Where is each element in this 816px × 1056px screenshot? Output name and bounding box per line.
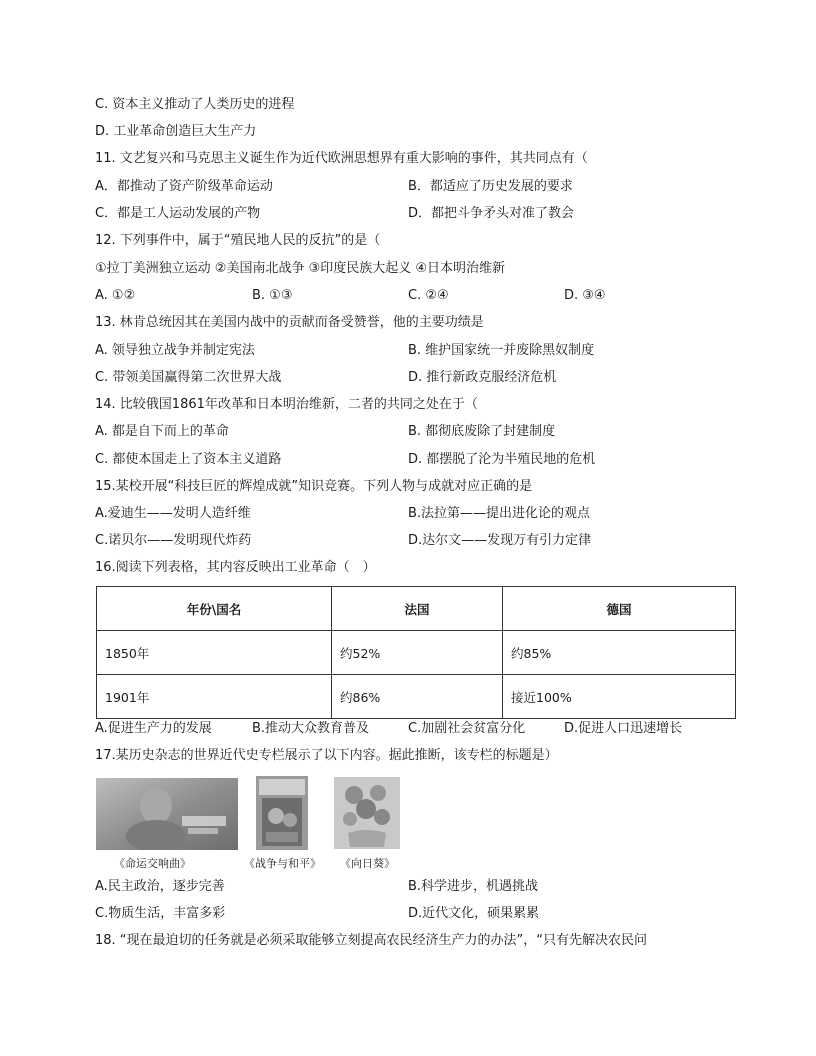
q17-option-a: A.民主政治，逐步完善 [95,879,225,894]
q16-option-c: C.加剧社会贫富分化 [408,721,526,736]
table-row [97,631,736,675]
q11-option-a: A．都推动了资产阶级革命运动 [95,179,273,194]
q17-option-d: D.近代文化，硕果累累 [408,906,540,921]
q13-stem: 13. 林肯总统因其在美国内战中的贡献而备受赞誉，他的主要功绩是 [95,315,484,330]
symphony-caption: 《命运交响曲》 [114,857,191,870]
q11-option-b: B．都适应了历史发展的要求 [408,179,573,194]
q17-images [96,775,426,875]
table-cell: 接近100% [503,675,736,719]
q15-option-a: A.爱迪生——发明人造纤维 [95,506,251,521]
table-cell: 约85% [503,631,736,675]
q16-table [96,586,736,719]
q11-option-d: D．都把斗争矛头对准了教会 [408,206,575,221]
q12-items: ①拉丁美洲独立运动 ②美国南北战争 ③印度民族大起义 ④日本明治维新 [95,261,506,276]
q12-stem: 12. 下列事件中，属于“殖民地人民的反抗”的是（ [95,233,381,248]
q17-option-c: C.物质生活，丰富多彩 [95,906,226,921]
q12-option-c: C. ②④ [408,288,449,303]
q14-option-a: A. 都是自下而上的革命 [95,424,229,439]
q11-option-c: C．都是工人运动发展的产物 [95,206,261,221]
q12-option-a: A. ①② [95,288,136,303]
q13-option-d: D. 推行新政克服经济危机 [408,370,557,385]
q12-option-d: D. ③④ [564,288,606,303]
q14-option-b: B. 都彻底废除了封建制度 [408,424,556,439]
q17-stem: 17.某历史杂志的世界近代史专栏展示了以下内容。据此推断，该专栏的标题是） [95,748,558,763]
q15-stem: 15.某校开展“科技巨匠的辉煌成就”知识竞赛。下列人物与成就对应正确的是 [95,479,533,494]
q13-option-b: B. 维护国家统一并废除黑奴制度 [408,343,595,358]
sunflowers-caption: 《向日葵》 [340,857,395,870]
q13-option-a: A. 领导独立战争并制定宪法 [95,343,255,358]
table-cell: 约86% [332,675,503,719]
war-and-peace-image [256,776,308,850]
q15-option-d: D.达尔文——发现万有引力定律 [408,533,592,548]
q16-option-b: B.推动大众教育普及 [252,721,370,736]
q14-option-c: C. 都使本国走上了资本主义道路 [95,452,282,467]
symphony-image [96,778,238,850]
q15-option-b: B.法拉第——提出进化论的观点 [408,506,591,521]
q13-option-c: C. 带领美国赢得第二次世界大战 [95,370,282,385]
table-row [97,675,736,719]
war-and-peace-caption: 《战争与和平》 [244,857,321,870]
q11-stem: 11. 文艺复兴和马克思主义诞生作为近代欧洲思想界有重大影响的事件，其共同点有（ [95,151,588,166]
table-header-cell: 年份\国名 [97,587,332,631]
q15-option-c: C.诺贝尔——发明现代炸药 [95,533,252,548]
q18-stem: 18. “现在最迫切的任务就是必须采取能够立刻提高农民经济生产力的办法”，“只有先解决农民问 [95,933,648,948]
line-d-industrial: D. 工业革命创造巨大生产力 [95,124,257,139]
q12-option-b: B. ①③ [252,288,293,303]
q17-option-b: B.科学进步，机遇挑战 [408,879,539,894]
q14-stem: 14. 比较俄国1861年改革和日本明治维新，二者的共同之处在于（ [95,397,478,412]
q16-stem: 16.阅读下列表格，其内容反映出工业革命（ ） [95,560,376,575]
q14-option-d: D. 都摆脱了沦为半殖民地的危机 [408,452,596,467]
table-header-row [97,587,736,631]
table-cell: 1850年 [97,631,332,675]
q16-option-a: A.促进生产力的发展 [95,721,212,736]
table-header-cell: 德国 [503,587,736,631]
table-header-cell: 法国 [332,587,503,631]
line-c-capitalism: C. 资本主义推动了人类历史的进程 [95,97,295,112]
q16-option-d: D.促进人口迅速增长 [564,721,683,736]
table-cell: 约52% [332,631,503,675]
table-cell: 1901年 [97,675,332,719]
sunflowers-image [334,777,400,849]
